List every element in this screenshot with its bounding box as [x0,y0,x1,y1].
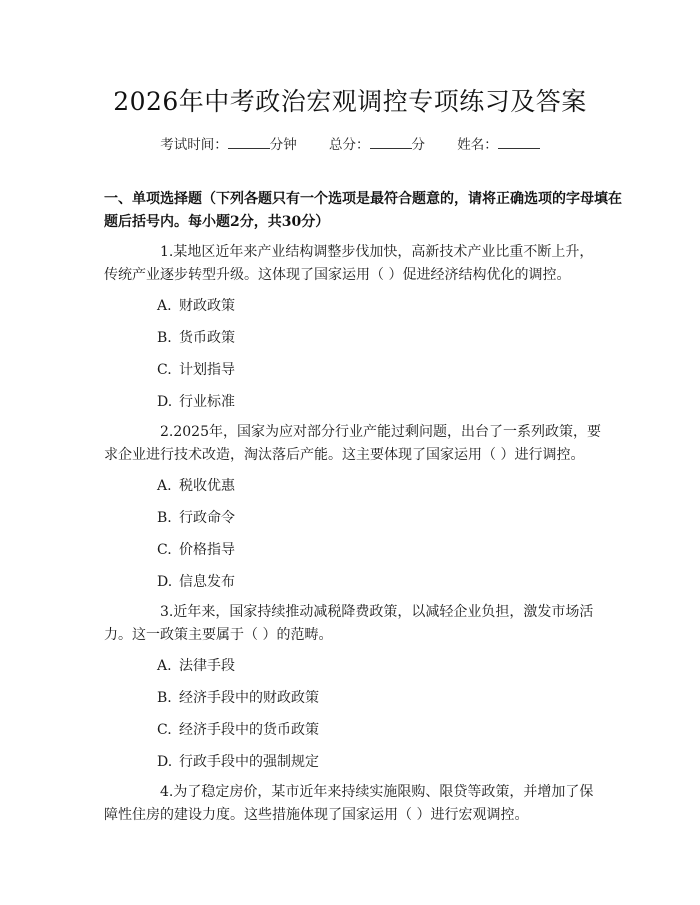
option-letter: A. [157,478,172,494]
option-letter: A. [157,298,172,314]
option-text: 行政手段中的强制规定 [179,754,319,770]
name-label: 姓名： [457,137,498,153]
score-unit: 分 [411,137,425,153]
option-text: 税收优惠 [179,478,235,494]
document-title: 2026年中考政治宏观调控专项练习及答案 [113,87,587,116]
option-text: 货币政策 [179,330,235,346]
option-3d [157,752,319,772]
option-letter: C. [157,362,172,378]
question-stem: 为了稳定房价，某市近年来持续实施限购、限贷等政策，并增加了保障性住房的建设力度。这些措施体现了国家运用（ ）进行宏观调控。 [104,784,594,823]
option-letter: C. [157,722,172,738]
time-label: 考试时间： [160,137,228,153]
question-2 [104,421,604,467]
option-2a [157,476,235,496]
option-letter: B. [157,330,172,346]
option-3a [157,656,235,676]
option-text: 价格指导 [179,542,235,558]
option-3c [157,720,319,740]
question-stem: 2025年，国家为应对部分行业产能过剩问题，出台了一系列政策，要求企业进行技术改造，淘汰落后产能。这主要体现了国家运用（ ）进行调控。 [104,424,601,463]
question-number: 2. [160,424,174,440]
option-2b [157,508,235,528]
question-4 [104,781,604,827]
question-3 [104,601,604,647]
option-2d [157,572,235,592]
option-text: 信息发布 [179,574,235,590]
option-text: 行政命令 [179,510,235,526]
option-3b [157,688,319,708]
question-number: 1. [160,244,174,260]
time-field [160,133,297,153]
option-text: 法律手段 [179,658,235,674]
exam-meta [0,133,700,153]
question-number: 4. [160,784,174,800]
option-1d [157,392,235,412]
score-label: 总分： [329,137,370,153]
question-1 [104,241,604,287]
option-1b [157,328,235,348]
option-text: 行业标准 [179,394,235,410]
option-1c [157,360,235,380]
question-stem: 某地区近年来产业结构调整步伐加快，高新技术产业比重不断上升，传统产业逐步转型升级。这体现了国家运用（ ）促进经济结构优化的调控。 [104,244,594,283]
option-2c [157,540,235,560]
score-field [329,133,425,153]
name-field [457,133,540,153]
option-letter: D. [157,754,173,770]
option-letter: A. [157,658,172,674]
option-text: 经济手段中的货币政策 [179,722,319,738]
time-blank [228,136,270,149]
option-letter: B. [157,690,172,706]
option-1a [157,296,235,316]
option-letter: B. [157,510,172,526]
option-letter: C. [157,542,172,558]
option-letter: D. [157,394,173,410]
option-text: 财政政策 [179,298,235,314]
score-blank [370,136,412,149]
option-letter: D. [157,574,173,590]
option-text: 经济手段中的财政政策 [179,690,319,706]
question-stem: 近年来，国家持续推动减税降费政策，以减轻企业负担，激发市场活力。这一政策主要属于（ ）的范畴。 [104,604,594,643]
time-unit: 分钟 [269,137,297,153]
section-heading: 一、单项选择题（下列各题只有一个选项是最符合题意的，请将正确选项的字母填在题后括号内。每小题2分，共30分） [104,191,622,230]
name-blank [498,136,540,149]
question-number: 3. [160,604,174,620]
option-text: 计划指导 [179,362,235,378]
